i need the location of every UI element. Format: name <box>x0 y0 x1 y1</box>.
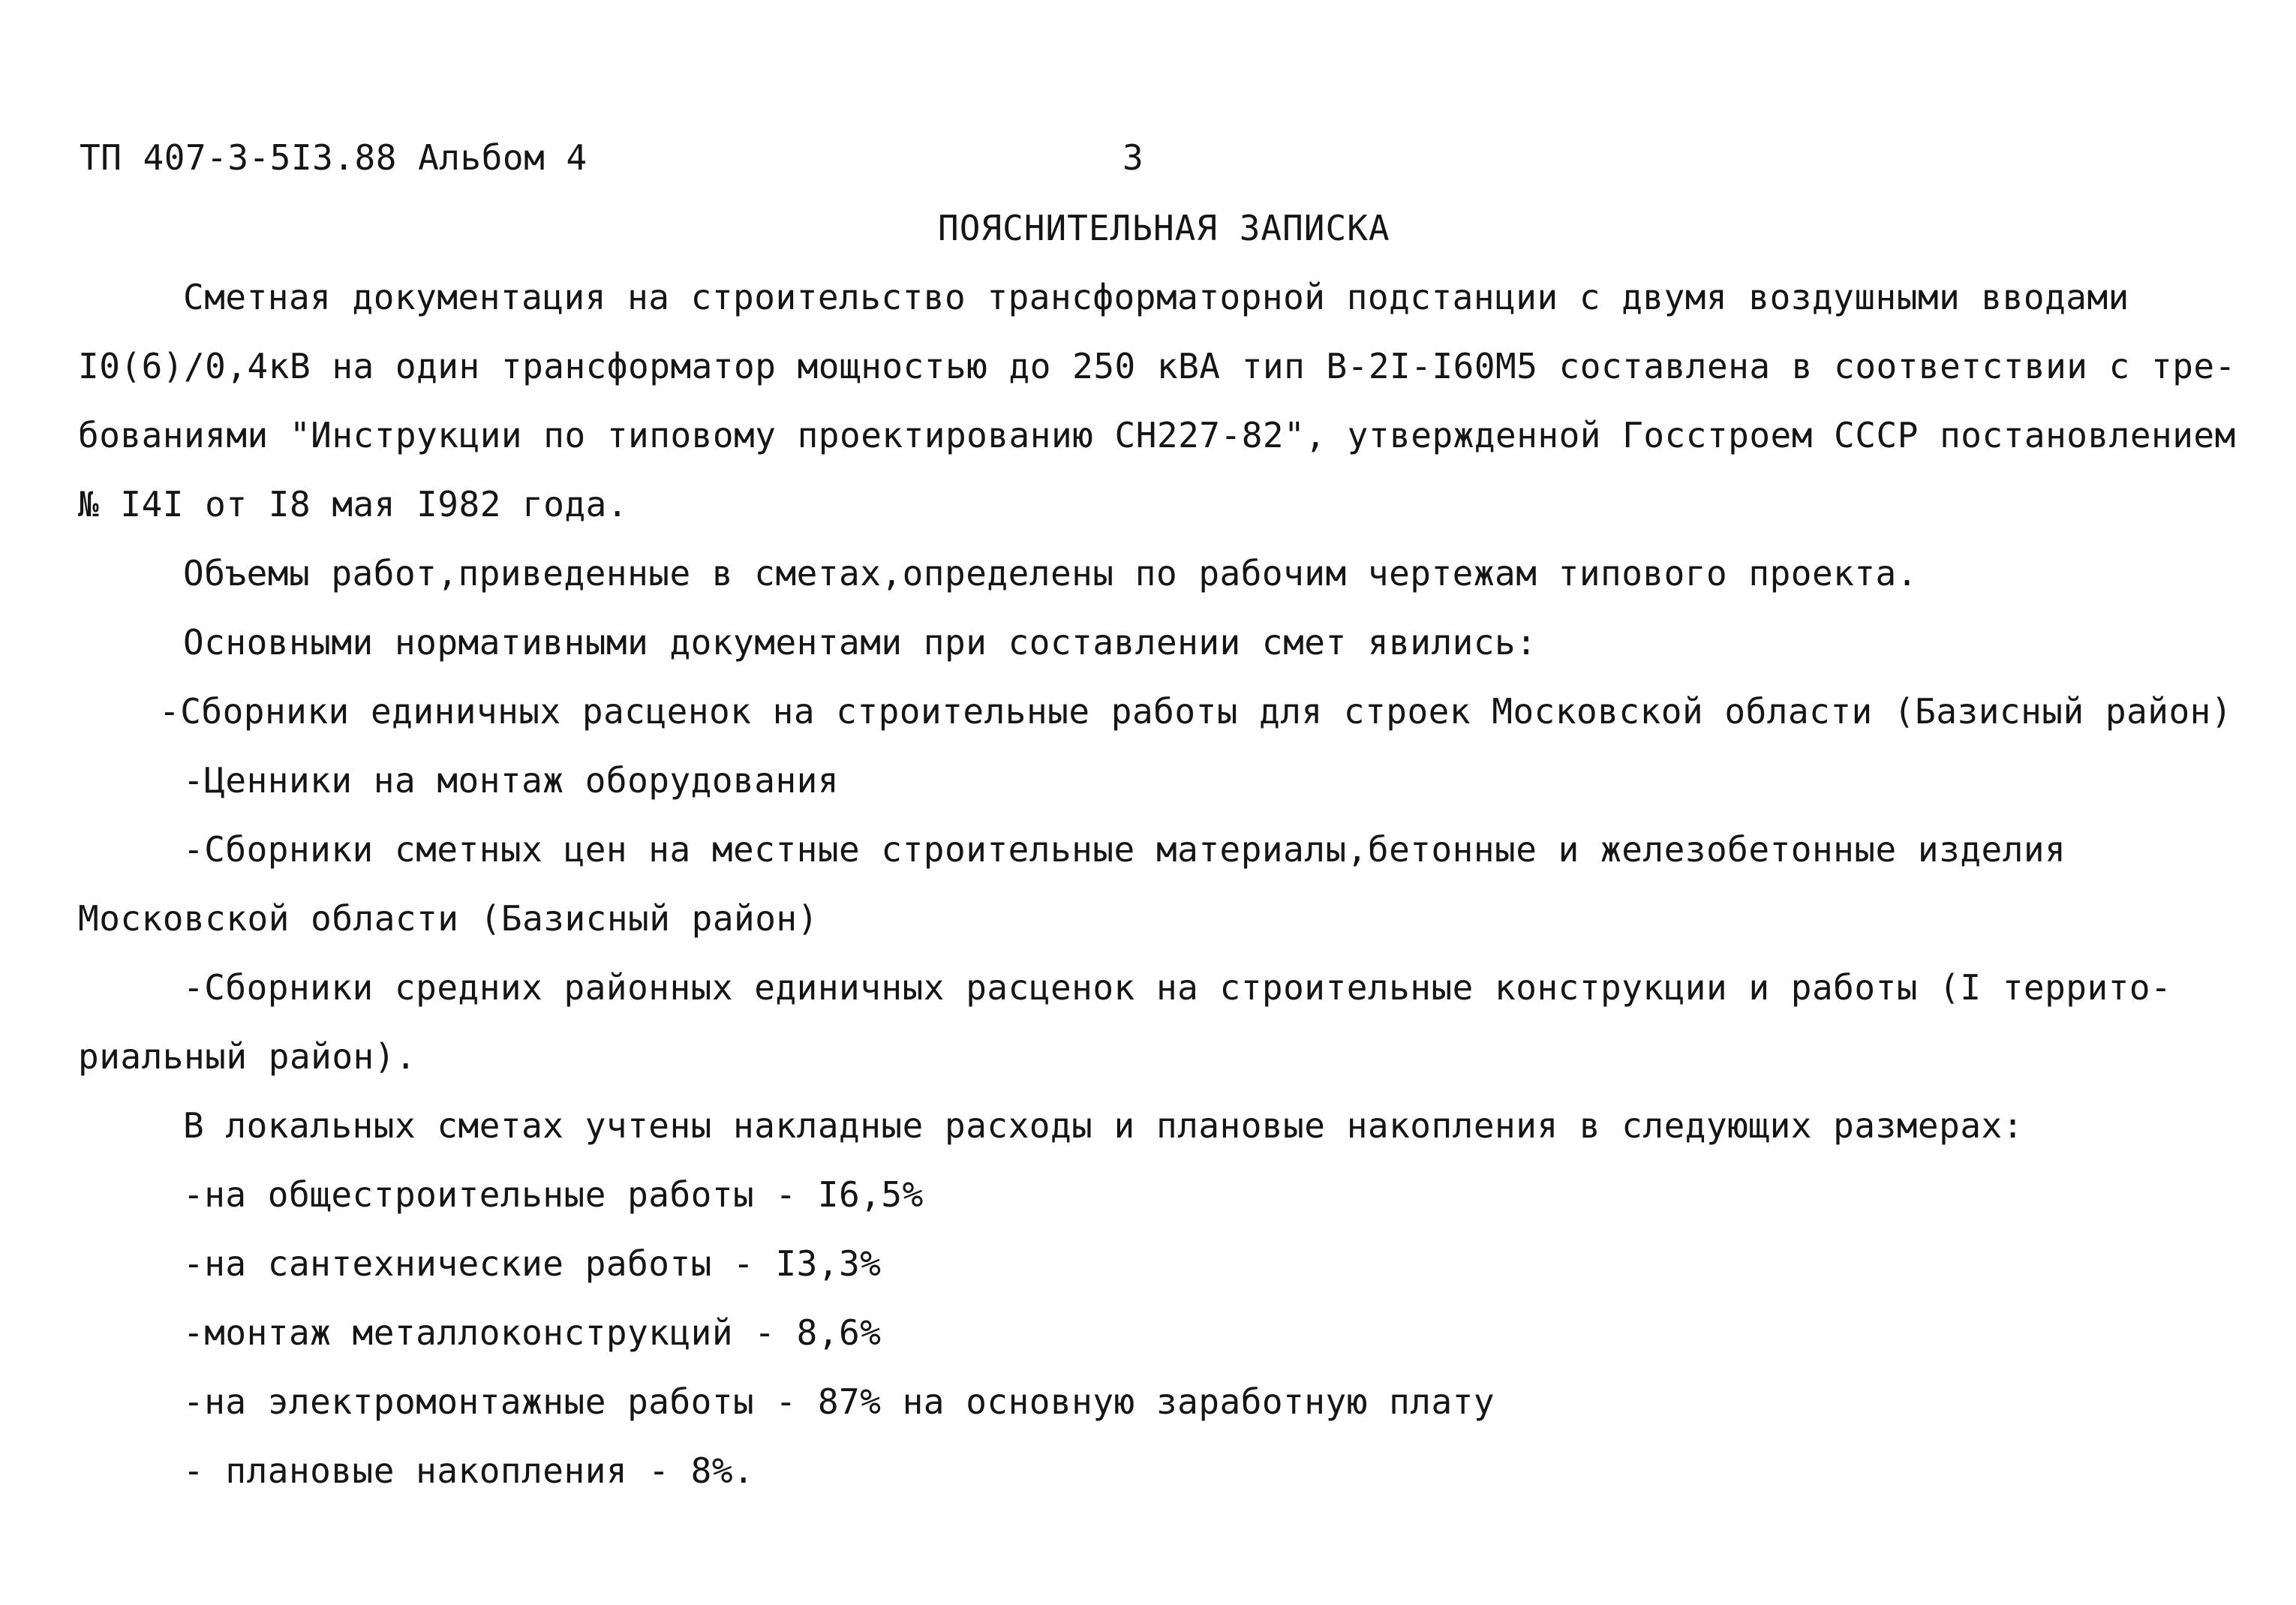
rate-planned-savings: - плановые накопления - 8%. <box>183 1450 755 1491</box>
volumes-paragraph: Объемы работ,приведенные в сметах,определены по рабочим чертежам типового проекта. <box>183 553 1918 594</box>
intro-line-4: № I4I от I8 мая I982 года. <box>78 484 629 524</box>
page-number: 3 <box>1122 137 1144 178</box>
intro-line-2: I0(6)/0,4кВ на один трансформатор мощностью до 250 кВА тип В-2I-I60М5 составлена в соответствии с тре- <box>78 346 2236 386</box>
source-item-2: -Ценники на монтаж оборудования <box>183 760 840 801</box>
intro-line-3: бованиями "Инструкции по типовому проектированию СН227-82", утвержденной Госстроем СССР постановлением <box>78 415 2236 455</box>
rate-plumbing: -на сантехнические работы - I3,3% <box>183 1243 882 1284</box>
source-item-1: -Сборники единичных расценок на строительные работы для строек Московской области (Базисный район) <box>159 691 2233 732</box>
source-item-4-line-2: риальный район). <box>78 1036 417 1077</box>
intro-line-1: Сметная документация на строительство трансформаторной подстанции с двумя воздушными вводами <box>183 277 2129 317</box>
overheads-intro: В локальных сметах учтены накладные расходы и плановые накопления в следующих размерах: <box>183 1105 2024 1146</box>
source-item-4-line-1: -Сборники средних районных единичных расценок на строительные конструкции и работы (I террито- <box>183 967 2172 1008</box>
source-item-3-line-1: -Сборники сметных цен на местные строительные материалы,бетонные и железобетонные изделия <box>183 829 2066 870</box>
source-item-3-line-2: Московской области (Базисный район) <box>78 898 819 939</box>
rate-metal-structures: -монтаж металлоконструкций - 8,6% <box>183 1312 882 1353</box>
document-code: ТП 407-3-5I3.88 Альбом 4 <box>80 137 588 178</box>
normative-intro: Основными нормативными документами при составлении смет явились: <box>183 622 1537 663</box>
rate-general-construction: -на общестроительные работы - I6,5% <box>183 1174 924 1215</box>
document-title: ПОЯСНИТЕЛЬНАЯ ЗАПИСКА <box>938 208 1390 248</box>
rate-electrical: -на электромонтажные работы - 87% на основную заработную плату <box>183 1381 1495 1422</box>
